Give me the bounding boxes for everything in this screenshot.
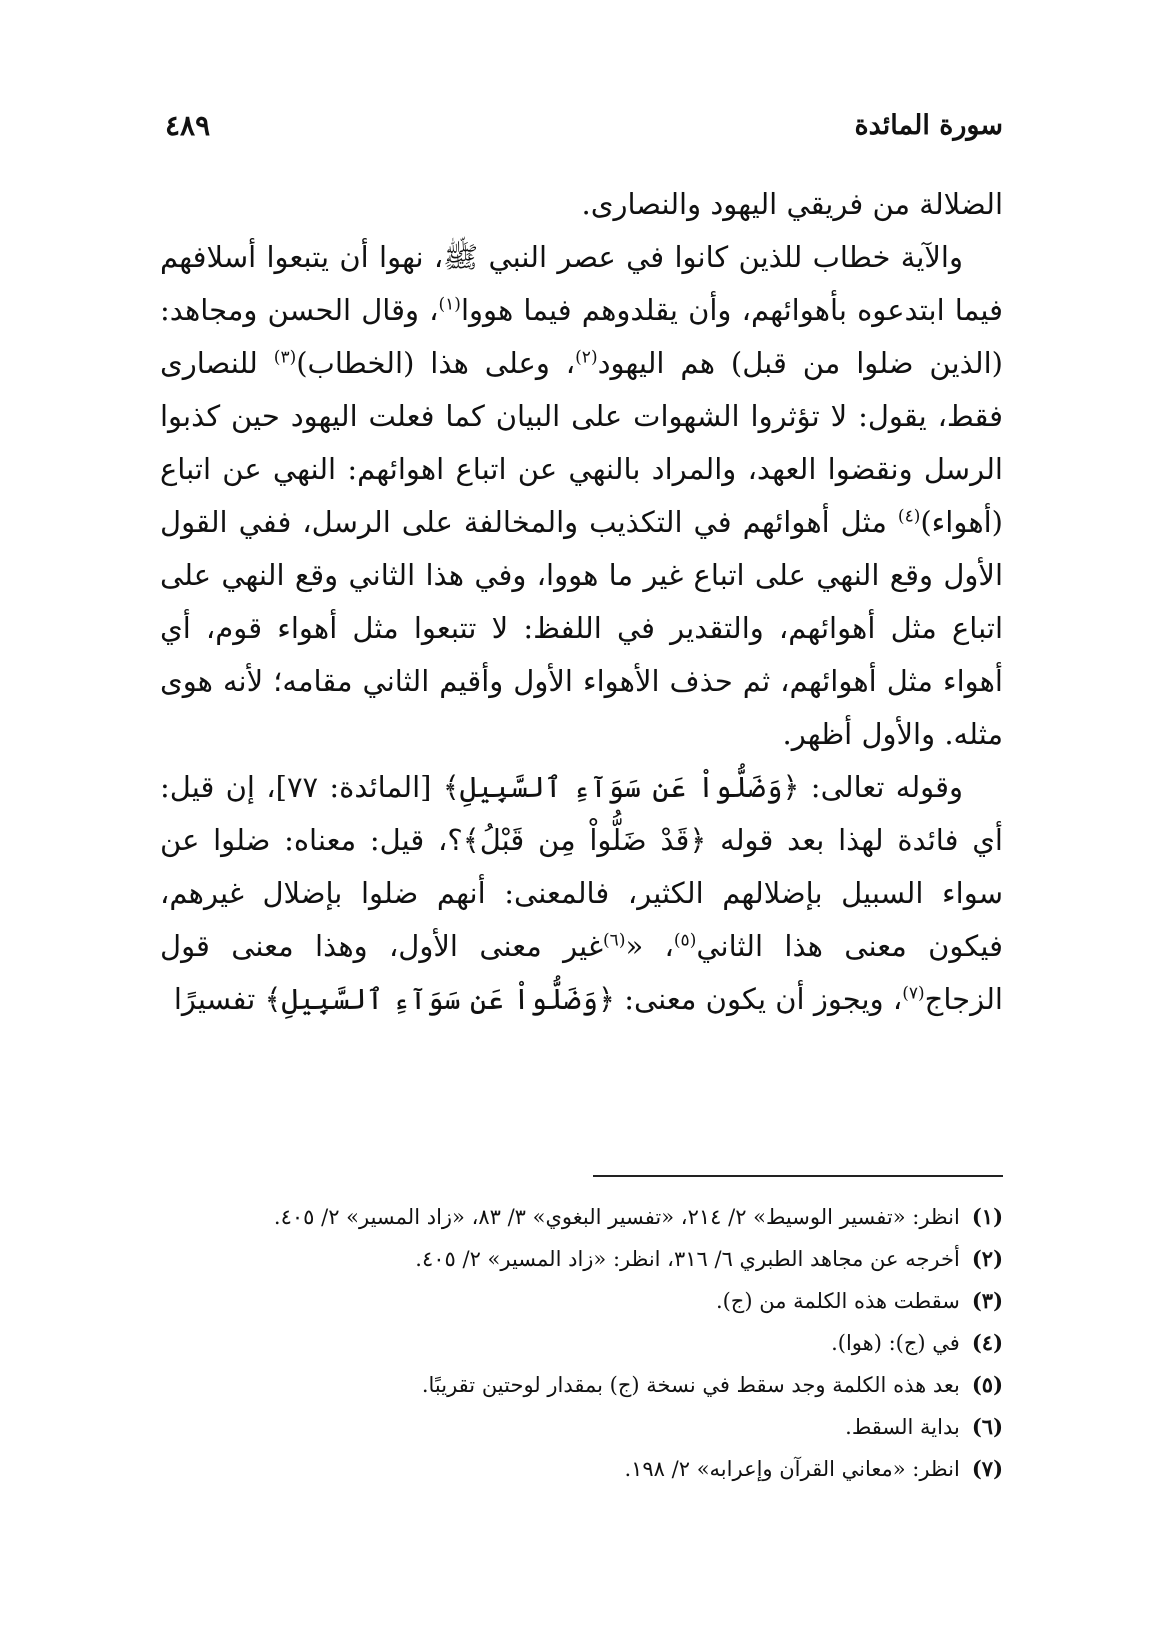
page-header xyxy=(165,100,1003,150)
footnote-divider xyxy=(593,1175,1003,1177)
footnotes-section xyxy=(160,1196,1003,1490)
footnote-ref-7[interactable]: (٧) xyxy=(902,983,925,1004)
footnote-5 xyxy=(160,1364,1003,1406)
paragraph-2 xyxy=(160,231,1003,761)
footnote-text: بعد هذه الكلمة وجد سقط في نسخة (ج) بمقدار لوحتين تقريبًا. xyxy=(421,1373,960,1397)
footnote-ref-1[interactable]: (١) xyxy=(438,294,461,315)
footnote-number: (٥) xyxy=(971,1372,1003,1397)
footnote-number: (٢) xyxy=(971,1246,1003,1271)
footnote-text: بداية السقط. xyxy=(845,1415,960,1439)
footnote-1 xyxy=(160,1196,1003,1238)
quran-verse-3: ﴿وَضَلُّواْ عَن سَوَآءِ ٱلسَّبِيلِ﴾ xyxy=(264,982,616,1016)
main-text xyxy=(160,178,1003,1026)
paragraph-1 xyxy=(160,178,1003,231)
paragraph-1-text: الضلالة من فريقي اليهود والنصارى. xyxy=(581,187,1003,221)
footnote-number: (٣) xyxy=(971,1288,1003,1313)
paragraph-3-text-2: [المائدة: ٧٧]، إن قيل: أي فائدة لهذا بعد قوله xyxy=(160,770,1003,857)
footnote-text: في (ج): (هوا). xyxy=(831,1331,960,1355)
footnote-4 xyxy=(160,1322,1003,1364)
page-number: ٤٨٩ xyxy=(165,108,211,142)
footnote-number: (٤) xyxy=(971,1330,1003,1355)
footnote-number: (٧) xyxy=(971,1456,1003,1481)
footnote-2 xyxy=(160,1238,1003,1280)
footnote-text: أخرجه عن مجاهد الطبري ٦/ ٣١٦، انظر: «زاد المسير» ٢/ ٤٠٥. xyxy=(415,1247,960,1271)
footnote-ref-4[interactable]: (٤) xyxy=(897,506,921,527)
surah-title: سورة المائدة xyxy=(854,109,1003,141)
paragraph-3-text-5: غير معنى الأول، وهذا معنى قول الزجاج xyxy=(160,929,1003,1016)
paragraph-2-text-1: والآية خطاب للذين كانوا في عصر النبي ﷺ، نهوا أن يتبعوا أسلافهم فيما ابتدعوه بأهوائهم، وأن يقلدوهم فيما هووا xyxy=(160,240,1004,327)
paragraph-2-text-4: للنصارى فقط، يقول: لا تؤثروا الشهوات على البيان كما فعلت اليهود حين كذبوا الرسل ونقضوا العهد، والمراد بالنهي عن اتباع اهوائهم: النهي عن اتباع (أهواء) xyxy=(160,346,1003,539)
footnote-text: انظر: «تفسير الوسيط» ٢/ ٢١٤، «تفسير البغوي» ٣/ ٨٣، «زاد المسير» ٢/ ٤٠٥. xyxy=(273,1205,960,1229)
footnote-3 xyxy=(160,1280,1003,1322)
paragraph-2-text-5: مثل أهوائهم في التكذيب والمخالفة على الرسل، ففي القول الأول وقع النهي على اتباع غير ما هووا، وفي هذا الثاني وقع النهي على اتباع مثل أهوائهم، والتقدير في اللفظ: لا تتبعوا مثل أهواء قوم، أي أهواء مثل أهوائهم، ثم حذف الأهواء الأول وأقيم الثاني مقامه؛ لأنه هوى مثله. والأول أظهر. xyxy=(160,505,1003,751)
paragraph-3-text-7: تفسيرًا xyxy=(173,982,265,1016)
footnote-text: انظر: «معاني القرآن وإعرابه» ٢/ ١٩٨. xyxy=(624,1457,960,1481)
footnote-text: سقطت هذه الكلمة من (ج). xyxy=(715,1289,960,1313)
paragraph-3 xyxy=(160,761,1003,1026)
quran-verse-1: ﴿وَضَلُّواْ عَن سَوَآءِ ٱلسَّبِيلِ﴾ xyxy=(442,770,800,804)
footnote-7 xyxy=(160,1448,1003,1490)
footnote-ref-2[interactable]: (٢) xyxy=(575,347,598,368)
paragraph-3-text-1: وقوله تعالى: xyxy=(799,770,964,804)
footnote-ref-5[interactable]: (٥) xyxy=(673,930,697,951)
paragraph-3-text-4: ، « xyxy=(625,929,674,963)
paragraph-2-text-3: ، وعلى هذا (الخطاب) xyxy=(296,346,576,380)
footnote-number: (٦) xyxy=(971,1414,1003,1439)
quran-verse-2: ﴿قَدْ ضَلُّواْ مِن قَبْلُ﴾ xyxy=(462,823,707,857)
paragraph-2-text-2: ، وقال الحسن ومجاهد: (الذين ضلوا من قبل) هم اليهود xyxy=(160,293,1003,380)
paragraph-3-text-6: ، ويجوز أن يكون معنى: xyxy=(615,982,903,1016)
footnote-ref-6[interactable]: (٦) xyxy=(603,930,626,951)
footnote-6 xyxy=(160,1406,1003,1448)
footnote-number: (١) xyxy=(971,1204,1003,1229)
paragraph-3-text-3: ؟، قيل: معناه: ضلوا عن سواء السبيل بإضلالهم الكثير، فالمعنى: أنهم ضلوا بإضلال غيرهم، فيكون معنى هذا الثاني xyxy=(160,823,1003,963)
footnote-ref-3[interactable]: (٣) xyxy=(273,347,297,368)
